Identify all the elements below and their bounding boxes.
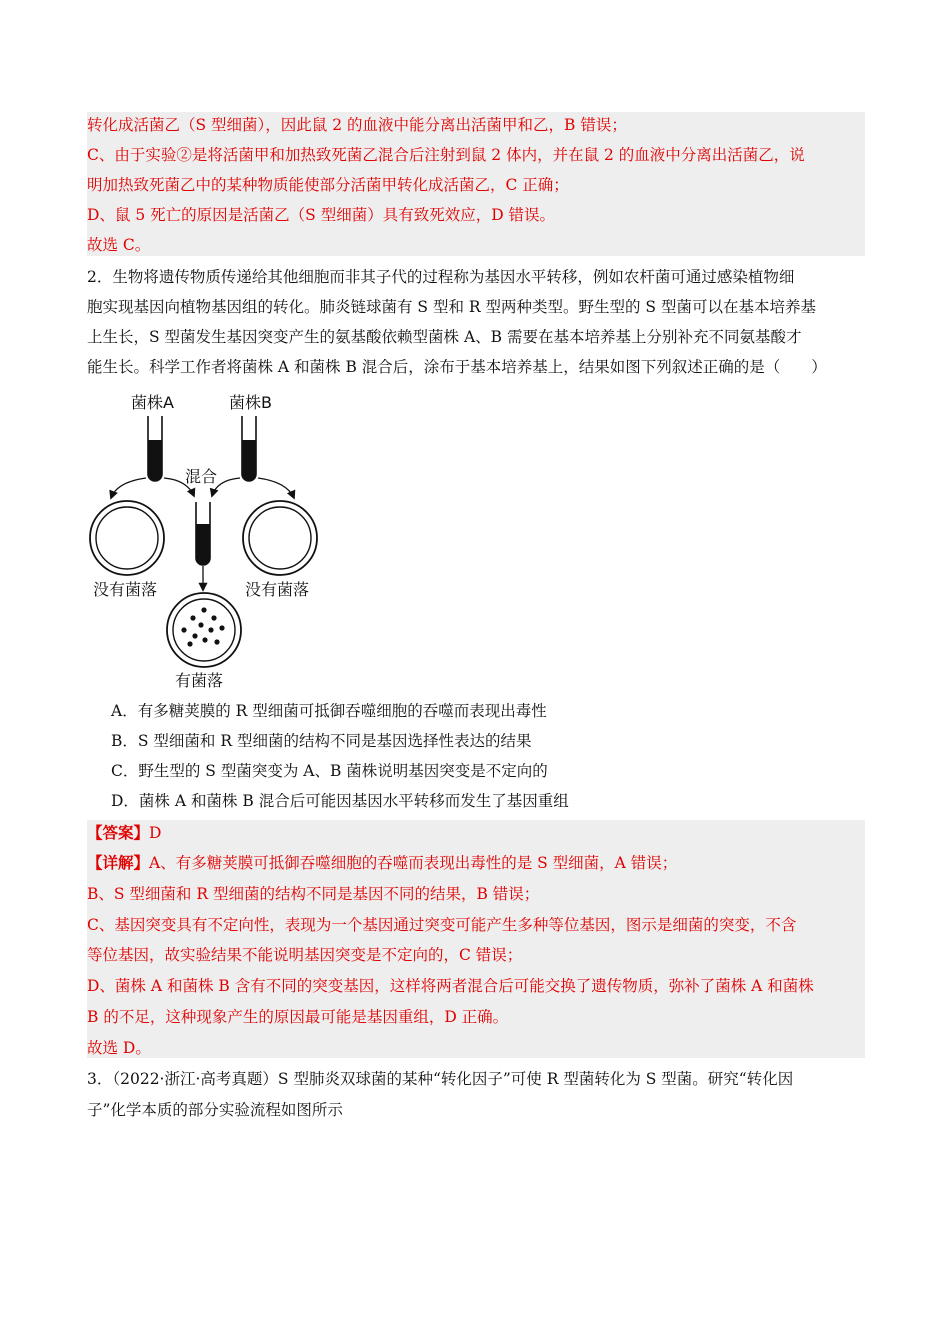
prev-analysis-line-3: 明加热致死菌乙中的某种物质能使部分活菌甲转化成活菌乙，C 正确； <box>87 176 569 194</box>
no-colony-left-label: 没有菌落 <box>93 580 158 599</box>
tube-a-icon <box>148 416 162 481</box>
prev-analysis-conclusion: 故选 C。 <box>87 236 151 254</box>
petri-dish-colonies-icon <box>167 593 241 667</box>
q3-stem-line-1: 3．（2022·浙江·高考真题）S 型肺炎双球菌的某种“转化因子”可使 R 型菌转化为 S 型菌。研究“转化因 <box>87 1070 794 1088</box>
q2-detail-line-2: B、S 型细菌和 R 型细菌的结构不同是基因不同的结果，B 错误； <box>87 885 540 903</box>
strain-a-label: 菌株A <box>131 393 174 412</box>
q2-detail-line-6: B 的不足，这种现象产生的原因最可能是基因重组，D 正确。 <box>87 1008 509 1026</box>
answer-value: D <box>149 824 162 842</box>
prev-analysis-line-4: D、鼠 5 死亡的原因是活菌乙（S 型细菌）具有致死效应，D 错误。 <box>87 206 556 224</box>
arrow-a-to-plate <box>111 478 146 498</box>
q2-stem-line-4: 能生长。科学工作者将菌株 A 和菌株 B 混合后，涂布于基本培养基上，结果如图下列叙述正确的是（ ） <box>87 358 827 376</box>
q2-detail-line-3: C、基因突变具有不定向性，表现为一个基因通过突变可能产生多种等位基因，图示是细菌的突变，不含 <box>87 916 797 934</box>
q2-stem-line-3: 上生长，S 型菌发生基因突变产生的氨基酸依赖型菌株 A、B 需要在基本培养基上分别补充不同氨基酸才 <box>87 328 802 346</box>
q2-stem-line-2: 胞实现基因向植物基因组的转化。肺炎链球菌有 S 型和 R 型两种类型。野生型的 S 型菌可以在基本培养基 <box>87 298 816 316</box>
q2-detail-line-4: 等位基因，故实验结果不能说明基因突变是不定向的，C 错误； <box>87 946 523 964</box>
prev-analysis-line-2: C、由于实验②是将活菌甲和加热致死菌乙混合后注射到鼠 2 体内，并在鼠 2 的血液中分离出活菌乙，说 <box>87 146 805 164</box>
q2-option-a: A．有多糖荚膜的 R 型细菌可抵御吞噬细胞的吞噬而表现出毒性 <box>111 702 547 720</box>
q2-detail-line-5: D、菌株 A 和菌株 B 含有不同的突变基因，这样将两者混合后可能交换了遗传物质，弥补了菌株 A 和菌株 <box>87 977 814 995</box>
detail-text-1: A、有多糖荚膜可抵御吞噬细胞的吞噬而表现出毒性的是 S 型细菌，A 错误； <box>149 854 678 872</box>
q2-detail-line-1 <box>87 848 677 878</box>
no-colony-right-label: 没有菌落 <box>245 580 310 599</box>
answer-tag: 【答案】 <box>87 823 150 842</box>
has-colony-label: 有菌落 <box>175 671 224 690</box>
q2-option-b: B．S 型细菌和 R 型细菌的结构不同是基因选择性表达的结果 <box>111 732 532 750</box>
petri-dish-left-icon <box>90 501 164 575</box>
petri-dish-right-icon <box>243 501 317 575</box>
q2-stem-line-1: 2．生物将遗传物质传递给其他细胞而非其子代的过程称为基因水平转移，例如农杆菌可通过感染植物细 <box>87 268 795 286</box>
prev-analysis-line-1: 转化成活菌乙（S 型细菌），因此鼠 2 的血液中能分离出活菌甲和乙，B 错误； <box>87 116 627 134</box>
q2-option-d: D．菌株 A 和菌株 B 混合后可能因基因水平转移而发生了基因重组 <box>111 792 569 810</box>
detail-tag: 【详解】 <box>87 853 150 872</box>
q2-option-c: C．野生型的 S 型菌突变为 A、B 菌株说明基因突变是不定向的 <box>111 762 548 780</box>
q2-detail-conclusion: 故选 D。 <box>87 1039 151 1057</box>
tube-b-icon <box>242 416 256 481</box>
q2-answer <box>87 818 161 848</box>
experiment-figure <box>87 388 347 694</box>
strain-b-label: 菌株B <box>229 393 272 412</box>
mixed-tube-icon <box>196 502 210 565</box>
q3-stem-line-2: 子”化学本质的部分实验流程如图所示 <box>87 1101 343 1119</box>
arrow-b-to-plate <box>258 478 294 498</box>
mix-label: 混合 <box>185 467 218 486</box>
